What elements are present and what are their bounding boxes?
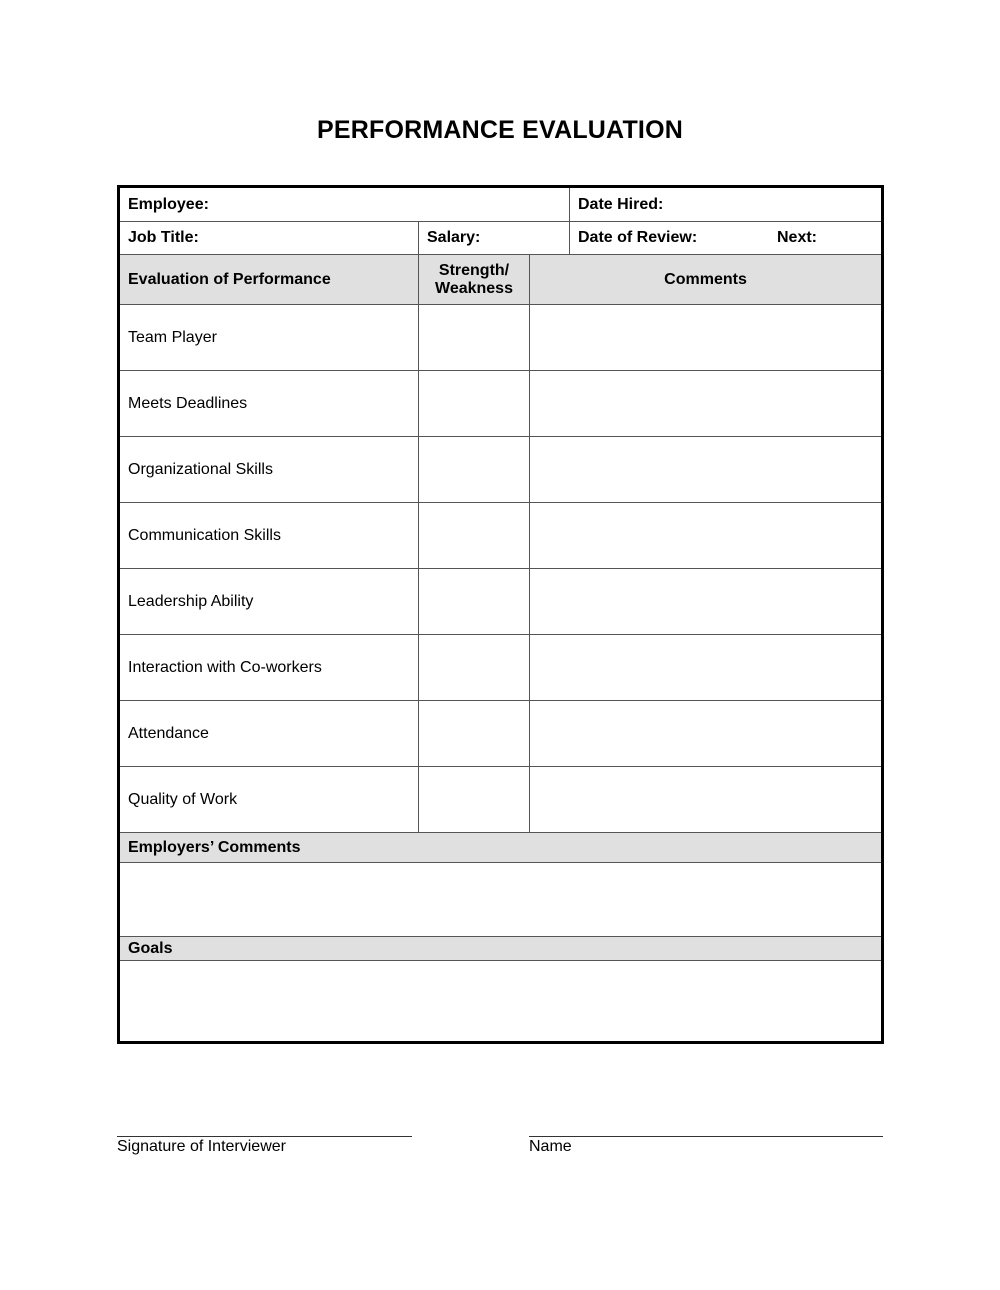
strength-weakness-input[interactable]	[419, 305, 529, 370]
criterion-label: Attendance	[128, 724, 209, 742]
header-strength-weakness	[419, 255, 529, 304]
header-comments	[530, 255, 881, 304]
employers-comments-heading	[120, 833, 881, 862]
date-of-review-label: Date of Review:	[578, 228, 698, 246]
table-row	[120, 767, 418, 832]
header-evaluation	[120, 255, 418, 304]
employee-field[interactable]	[120, 188, 569, 221]
table-row	[120, 701, 418, 766]
table-row	[120, 371, 418, 436]
salary-label: Salary:	[427, 228, 481, 246]
table-row	[120, 635, 418, 700]
criterion-label: Communication Skills	[128, 526, 281, 544]
date-hired-field[interactable]	[570, 188, 881, 221]
comments-input[interactable]	[530, 701, 881, 766]
goals-input[interactable]	[120, 961, 881, 1041]
strength-weakness-input[interactable]	[419, 437, 529, 502]
comments-input[interactable]	[530, 371, 881, 436]
job-title-field[interactable]	[120, 221, 418, 254]
table-row	[120, 569, 418, 634]
comments-input[interactable]	[530, 767, 881, 832]
table-row	[120, 503, 418, 568]
header-evaluation-label: Evaluation of Performance	[128, 270, 331, 288]
salary-field[interactable]	[419, 221, 569, 254]
table-row	[120, 305, 418, 370]
header-strength-label: Strength/	[438, 261, 510, 279]
strength-weakness-input[interactable]	[419, 767, 529, 832]
job-title-label: Job Title:	[128, 228, 199, 246]
header-comments-label: Comments	[664, 270, 747, 288]
strength-weakness-input[interactable]	[419, 569, 529, 634]
criterion-label: Leadership Ability	[128, 592, 254, 610]
criterion-label: Organizational Skills	[128, 460, 273, 478]
interviewer-signature-label: Signature of Interviewer	[117, 1138, 286, 1155]
header-weakness-label: Weakness	[435, 279, 513, 297]
employee-label: Employee:	[128, 195, 209, 213]
comments-input[interactable]	[530, 635, 881, 700]
strength-weakness-input[interactable]	[419, 635, 529, 700]
date-of-review-field[interactable]	[570, 221, 770, 254]
date-hired-label: Date Hired:	[578, 195, 664, 213]
criterion-label: Interaction with Co-workers	[128, 658, 322, 676]
goals-heading	[120, 937, 881, 960]
comments-input[interactable]	[530, 503, 881, 568]
strength-weakness-input[interactable]	[419, 701, 529, 766]
name-label: Name	[529, 1138, 572, 1155]
evaluation-form	[117, 185, 884, 1044]
criterion-label: Meets Deadlines	[128, 394, 248, 412]
interviewer-signature-line[interactable]	[117, 1136, 412, 1137]
employers-comments-input[interactable]	[120, 863, 881, 936]
strength-weakness-input[interactable]	[419, 371, 529, 436]
criterion-label: Quality of Work	[128, 790, 238, 808]
criterion-label: Team Player	[128, 328, 217, 346]
employers-comments-label: Employers’ Comments	[128, 838, 301, 856]
goals-label: Goals	[128, 939, 173, 957]
next-review-field[interactable]	[769, 221, 881, 254]
table-row	[120, 437, 418, 502]
comments-input[interactable]	[530, 569, 881, 634]
name-signature-line[interactable]	[529, 1136, 883, 1137]
next-label: Next:	[777, 228, 818, 246]
page-title: PERFORMANCE EVALUATION	[317, 116, 683, 144]
comments-input[interactable]	[530, 305, 881, 370]
comments-input[interactable]	[530, 437, 881, 502]
strength-weakness-input[interactable]	[419, 503, 529, 568]
